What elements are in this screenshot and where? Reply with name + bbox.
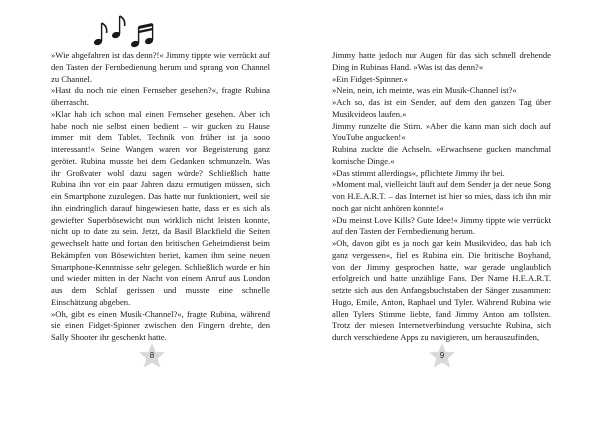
paragraph: Jimmy runzelte die Stirn. »Aber die kann man sich doch auf YouTube angucken!« (332, 120, 551, 143)
paragraph: »Das stimmt allerdings«, pflichtete Jimmy ihr bei. (332, 167, 505, 178)
paragraph: »Du meinst Love Kills? Gute Idee!« Jimmy tippte wie verrückt auf den Tasten der Fernbedienung herum. (332, 214, 551, 237)
paragraph: »Oh, gibt es einen Musik-Channel?«, fragte Rubina, während sie einen Fidget-Spinner zwischen den Fingern drehte, den Sally Shooter ihr geschenkt hatte. (51, 308, 270, 342)
music-notes-icon (88, 8, 160, 52)
page-number-left (138, 342, 166, 370)
page-number: 9 (439, 351, 445, 360)
page-number-right (428, 342, 456, 370)
right-page-body (332, 50, 551, 344)
paragraph: »Ein Fidget-Spinner.« (332, 73, 408, 84)
paragraph: »Moment mal, vielleicht läuft auf dem Sender ja der neue Song von H.E.A.R.T. – das Internet ist hier so mies, dass ich ihn mir noch gar nicht anhören konnte!« (332, 179, 551, 213)
left-page-body (51, 50, 270, 344)
paragraph: »Nein, nein, ich meinte, was ein Musik-Channel ist?« (332, 85, 517, 96)
paragraph: »Klar hab ich schon mal einen Fernseher gesehen. Aber ich habe noch nie selbst einen bedient – wir gucken zu Hause immer mit dem Tablet. Technik von früher ist ja sooo interessant!« Seine Wangen waren vor Begeisterung ganz gerötet. Rubina musste bei dem Gedanken schmunzeln. Was ihr Großvater wohl dazu sagen würde? Schließlich hatte Rubina ihn vor ein paar Jahren dazu ermutigen müssen, sich ein Smartphone zuzulegen. Das hatte nur funktioniert, weil sie ihn eindringlich darauf hingewiesen hatte, dass er es sich als gewiefter Superbösewicht nun wirklich nicht leisten konnte, nicht up to date zu sein. Jetzt, da Basil Blackfield die Seiten gewechselt hatte und fortan den britischen Geheimdienst beim Bekämpfen von Bösewichten beriet, kamen ihm seine neuen Smartphone-Kenntnisse sehr gelegen. Schließlich wurde er hin und wieder mitten in der Nacht von einem Anruf aus London aus dem Schlaf gerissen und musste eine schnelle Einschätzung abgeben. (51, 108, 270, 307)
paragraph: »Hast du noch nie einen Fernseher gesehen?«, fragte Rubina überrascht. (51, 85, 270, 107)
paragraph: »Oh, davon gibt es ja noch gar kein Musikvideo, das hab ich ganz vergessen«, fiel es Rubina ein. Die britische Boyband, von der Jimmy gesprochen hatte, war gerade unglaublich erfolgreich und hatte unzählige Fans. Der Name H.E.A.R.T. setzte sich aus den Anfangsbuchstaben der Sänger zusammen: Hugo, Emile, Anton, Raphael und Tyler. Während Rubina wie allen Tylers Stimme liebte, fand Jimmy Anton am tollsten. Trotz der miesen Internetverbindung versuchte Rubina, sich durch verschiedene Apps zu navigieren, um herauszufinden, (332, 238, 551, 342)
page-number: 8 (149, 351, 155, 360)
paragraph: Jimmy hatte jedoch nur Augen für das sich schnell drehende Ding in Rubinas Hand. »Was ist das denn?« (332, 50, 551, 72)
paragraph: Rubina zuckte die Achseln. »Erwachsene gucken manchmal komische Dinge.« (332, 144, 551, 166)
paragraph: »Wie abgefahren ist das denn?!« Jimmy tippte wie verrückt auf den Tasten der Fernbedienung herum und sprang von Channel zu Channel. (51, 50, 270, 84)
paragraph: »Ach so, das ist ein Sender, auf dem den ganzen Tag über Musikvideos laufen.« (332, 97, 551, 119)
